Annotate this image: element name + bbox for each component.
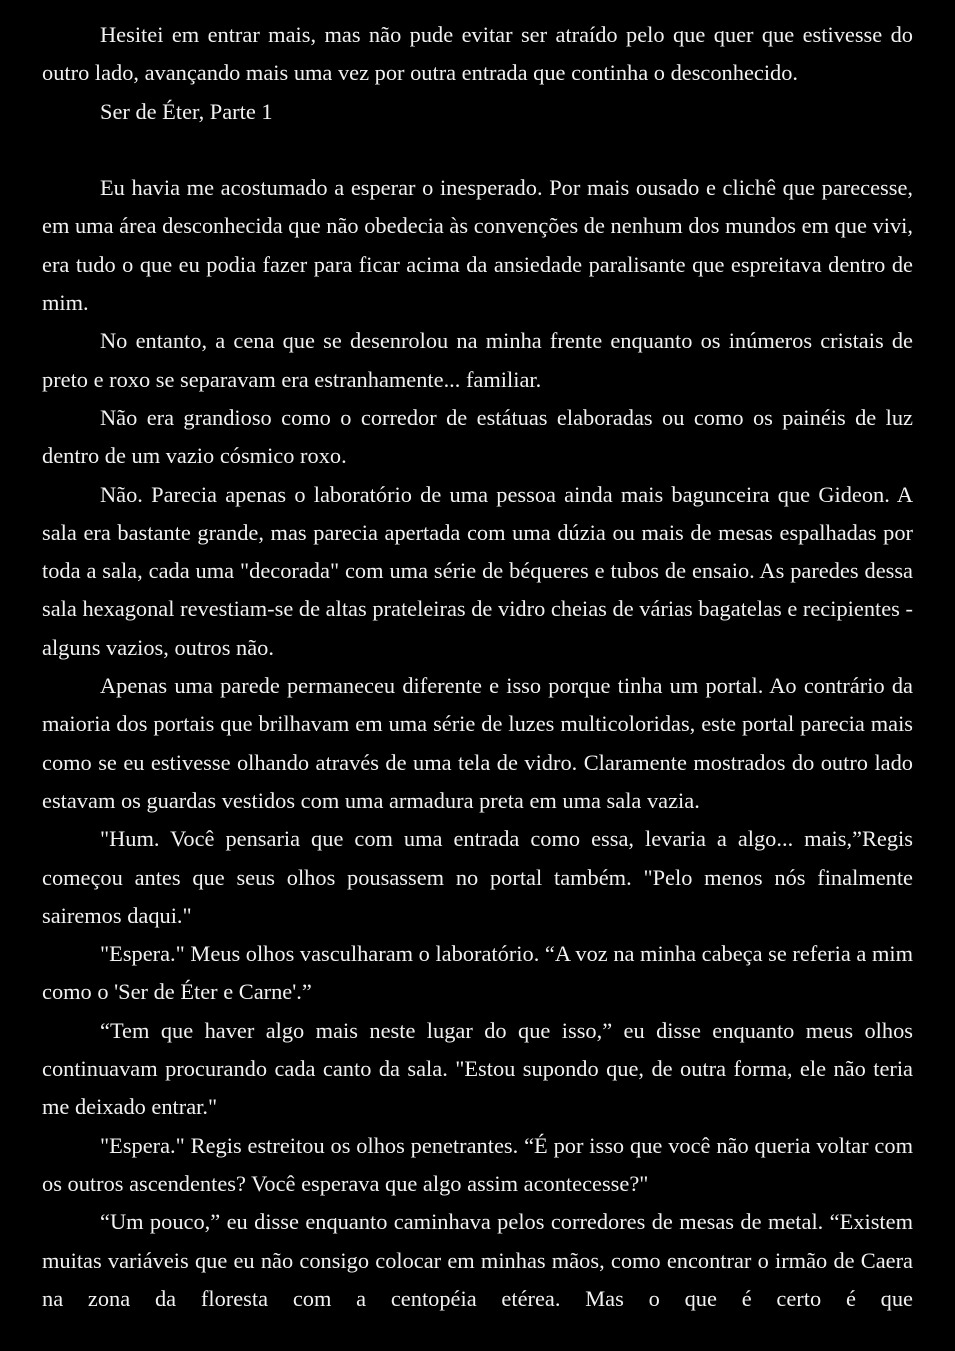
body-paragraph-5: Apenas uma parede permaneceu diferente e isso porque tinha um portal. Ao contrário da maioria dos portais que brilhavam em uma série de luzes multicoloridas, este portal parecia mais como se eu estivesse olhando através de uma tela de vidro. Claramente mostrados do outro lado estavam os guardas vestidos com uma armadura preta em uma sala vazia. [42,673,913,813]
body-paragraph-4: Não. Parecia apenas o laboratório de uma pessoa ainda mais bagunceira que Gideon. A sala era bastante grande, mas parecia apertada com uma dúzia ou mais de mesas espalhadas por toda a sala, cada uma "decorada" com uma série de béqueres e tubos de ensaio. As paredes dessa sala hexagonal revestiam-se de altas prateleiras de vidro cheias de várias bagatelas e recipientes - alguns vazios, outros não. [42,481,913,660]
chapter-title: Ser de Éter, Parte 1 [100,98,273,124]
body-paragraph-3: Não era grandioso como o corredor de estátuas elaboradas ou como os painéis de luz dentro de um vazio cósmico roxo. [42,404,913,469]
body-paragraph-8: “Tem que haver algo mais neste lugar do que isso,” eu disse enquanto meus olhos continuavam procurando cada canto da sala. "Estou supondo que, de outra forma, ele não teria me deixado entrar." [42,1017,913,1120]
body-paragraph-7: "Espera." Meus olhos vasculharam o laboratório. “A voz na minha cabeça se referia a mim como o 'Ser de Éter e Carne'.” [42,941,913,1005]
blank-line [42,131,913,169]
body-paragraph-10: “Um pouco,” eu disse enquanto caminhava pelos corredores de mesas de metal. “Existem muitas variáveis que eu não consigo colocar em minhas mãos, como encontrar o irmão de Caera na zona da floresta com a centopéia etérea. Mas o que é certo é que [42,1209,913,1311]
document-page [42,16,913,1318]
body-paragraph-6: "Hum. Você pensaria que com uma entrada como essa, levaria a algo... mais,”Regis começou antes que seus olhos pousassem no portal também. "Pelo menos nós finalmente sairemos daqui." [42,826,913,928]
body-paragraph-2: No entanto, a cena que se desenrolou na minha frente enquanto os inúmeros cristais de preto e roxo se separavam era estranhamente... familiar. [42,328,913,392]
body-paragraph-1: Eu havia me acostumado a esperar o inesperado. Por mais ousado e clichê que parecesse, em uma área desconhecida que não obedecia às convenções de nenhum dos mundos em que vivi, era tudo o que eu podia fazer para ficar acima da ansiedade paralisante que espreitava dentro de mim. [42,175,913,316]
intro-paragraph: Hesitei em entrar mais, mas não pude evitar ser atraído pelo que quer que estivesse do outro lado, avançando mais uma vez por outra entrada que continha o desconhecido. [42,22,913,86]
body-paragraph-9: "Espera." Regis estreitou os olhos penetrantes. “É por isso que você não queria voltar com os outros ascendentes? Você esperava que algo assim acontecesse?" [42,1132,913,1196]
